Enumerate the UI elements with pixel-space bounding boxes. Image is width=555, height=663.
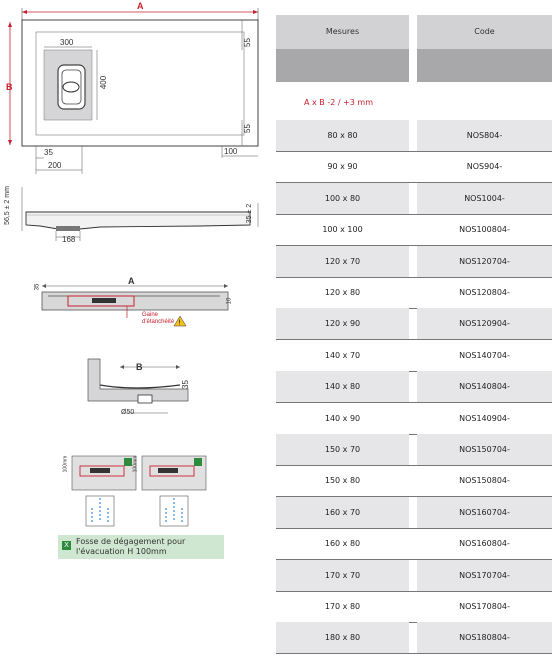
section-a-note-1: Gaine <box>142 312 159 318</box>
header-code <box>417 15 552 82</box>
cell-size: 120 x 90 <box>276 308 409 339</box>
cell-code: NOS170704- <box>417 560 552 591</box>
cell-size: 170 x 70 <box>276 560 409 591</box>
table-row <box>276 308 552 339</box>
table-row <box>276 528 552 559</box>
cell-code: NOS1004- <box>417 183 552 214</box>
table-row <box>276 183 552 214</box>
table-row <box>276 560 552 591</box>
cell-code: NOS150704- <box>417 434 552 465</box>
header-code-label: Code <box>474 27 495 36</box>
dim-35: 35 <box>44 148 53 157</box>
cell-code: NOS150804- <box>459 476 510 486</box>
cell-code: NOS160704- <box>417 497 552 528</box>
legend-text <box>76 537 185 557</box>
section-a-note-2: d'étanchéité <box>142 319 175 325</box>
svg-text:!: ! <box>178 318 181 327</box>
table-row <box>276 622 552 653</box>
section-b-label: B <box>136 362 143 372</box>
section-a-right-dim: 10 <box>226 297 233 305</box>
dim-400: 400 <box>99 75 109 90</box>
dim-55-bottom: 55 <box>242 124 252 133</box>
cell-code: NOS120804- <box>459 288 510 297</box>
legend-check-icon: X <box>62 541 71 550</box>
cell-size: 120 x 80 <box>324 288 361 297</box>
section-a-left-dim: 35 <box>34 283 41 291</box>
table-row <box>276 403 552 434</box>
row-divider <box>276 653 552 654</box>
install-detail-drawings <box>60 452 220 532</box>
cell-size: 150 x 80 <box>324 476 361 486</box>
dim-label-b: B <box>6 82 13 92</box>
section-b-right-dim: 35 <box>180 380 190 389</box>
side-dim-bottom: 168 <box>62 235 76 244</box>
dim-55-top: 55 <box>242 38 252 47</box>
cell-code: NOS170804- <box>459 602 510 611</box>
legend-line-2: l'évacuation H 100mm <box>76 547 167 556</box>
header-band <box>417 49 552 82</box>
table-row <box>276 151 552 182</box>
cell-size: 140 x 70 <box>324 350 361 360</box>
table-row <box>276 497 552 528</box>
side-dim-left: 56,5 ± 2 mm <box>3 186 11 225</box>
cell-size: 120 x 70 <box>276 246 409 277</box>
cell-size: 180 x 80 <box>276 622 409 653</box>
cell-size: 140 x 90 <box>324 413 361 423</box>
cell-code: NOS100804- <box>459 225 510 235</box>
table-row <box>276 277 552 308</box>
cell-size: 100 x 100 <box>322 225 363 235</box>
dim-100: 100 <box>224 147 238 156</box>
cell-size: 170 x 80 <box>324 602 361 611</box>
cell-size: 140 x 80 <box>276 371 409 402</box>
cell-code: NOS140804- <box>417 371 552 402</box>
table-row <box>276 434 552 465</box>
cell-size: 150 x 70 <box>276 434 409 465</box>
header-band <box>276 49 409 82</box>
detail-dim-left: 100mm <box>62 455 69 473</box>
detail-dim-right: 100mm <box>132 455 139 473</box>
dim-label-a: A <box>137 1 144 11</box>
dim-300: 300 <box>60 38 74 47</box>
cell-size: 90 x 90 <box>327 162 358 172</box>
cell-code: NOS120704- <box>417 246 552 277</box>
tolerance-note: A x B -2 / +3 mm <box>304 98 374 107</box>
table-row <box>276 340 552 371</box>
cell-code: NOS160804- <box>459 539 510 549</box>
header-mesures <box>276 15 409 82</box>
section-b-drain-dim: Ø50 <box>121 409 135 416</box>
cell-code: NOS904- <box>466 162 503 172</box>
table-row <box>276 120 552 151</box>
cell-size: 160 x 80 <box>324 539 361 549</box>
table-row <box>276 591 552 622</box>
section-a-drawing <box>30 278 240 333</box>
cell-code: NOS140704- <box>459 350 510 360</box>
legend-note <box>58 535 224 559</box>
table-row <box>276 214 552 245</box>
section-a-label: A <box>128 276 135 286</box>
side-view-drawing <box>0 185 270 250</box>
table-row <box>276 465 552 496</box>
cell-code: NOS140904- <box>459 413 510 423</box>
cell-code: NOS804- <box>417 120 552 151</box>
header-mesures-label: Mesures <box>325 27 360 36</box>
cell-size: 100 x 80 <box>276 183 409 214</box>
cell-size: 160 x 70 <box>276 497 409 528</box>
dim-200: 200 <box>48 161 62 170</box>
legend-line-1: Fosse de dégagement pour <box>76 537 186 546</box>
side-dim-right: 35 ± 2 <box>246 203 254 224</box>
table-row <box>276 371 552 402</box>
cell-size: 80 x 80 <box>276 120 409 151</box>
table-row <box>276 246 552 277</box>
cell-code: NOS180804- <box>417 622 552 653</box>
cell-code: NOS120904- <box>417 308 552 339</box>
